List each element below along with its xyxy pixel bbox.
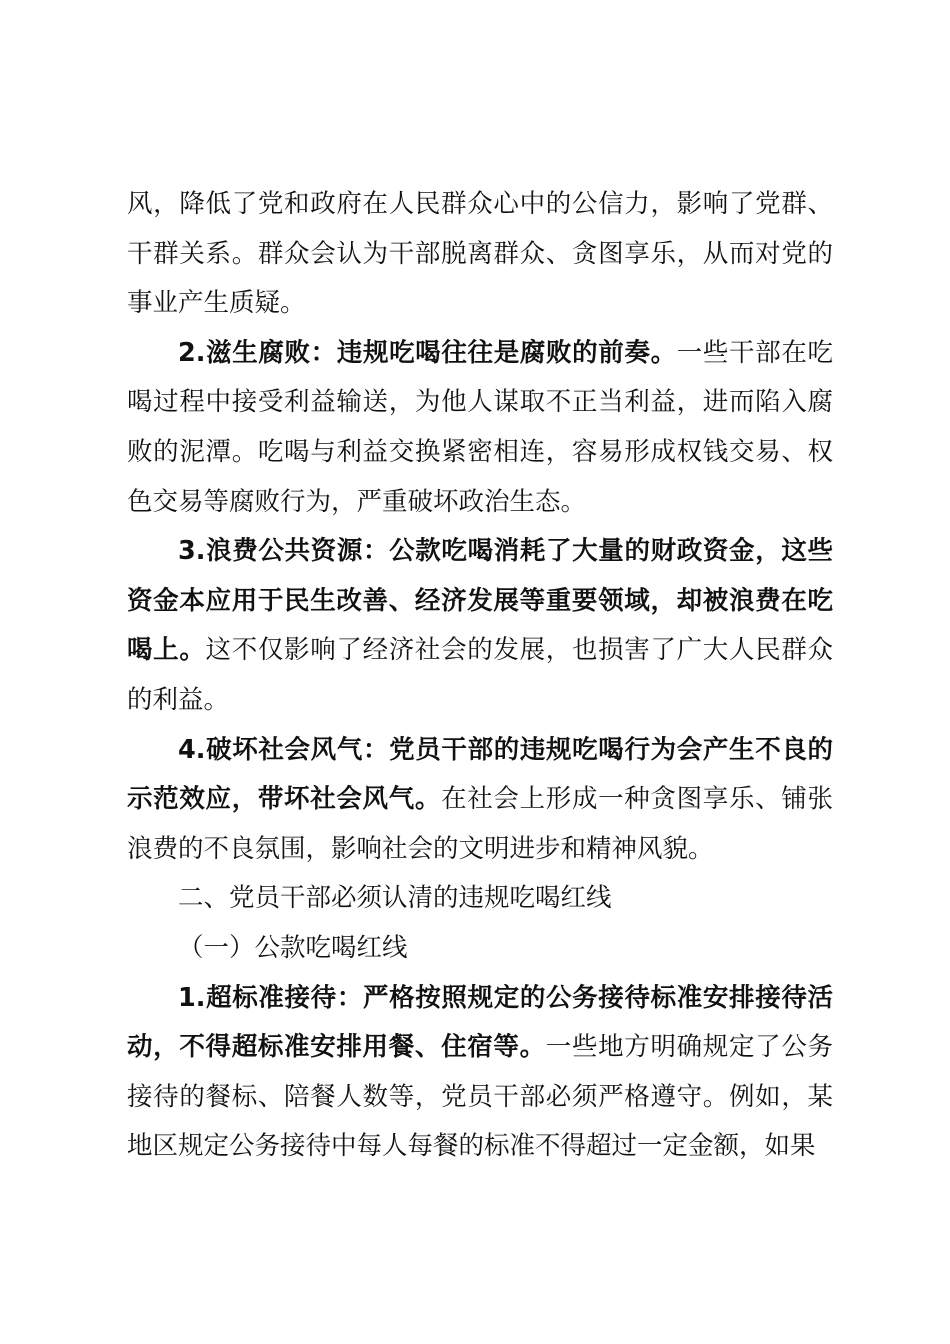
section-heading-text: 二、党员干部必须认清的违规吃喝红线 bbox=[178, 883, 612, 914]
paragraph-text: 在社会上形成一种贪图享乐、铺张浪费的不良氛围，影响社会的文明进步和精神风貌。 bbox=[127, 784, 833, 864]
paragraph-bold-lead: 3.浪费公共资源：公款吃喝消耗了大量的财政资金，这些资金本应用于民生改善、经济发展等重要领域，却被浪费在吃喝上。 bbox=[127, 536, 833, 666]
subsection-heading-text: （一）公款吃喝红线 bbox=[178, 932, 408, 963]
document-body bbox=[127, 180, 833, 1172]
paragraph-breed-corruption bbox=[127, 329, 833, 527]
paragraph-waste-resources bbox=[127, 527, 833, 725]
paragraph-over-standard bbox=[127, 974, 833, 1172]
paragraph-text: 这不仅影响了经济社会的发展，也损害了广大人民群众的利益。 bbox=[127, 635, 833, 715]
paragraph-bold-lead: 1.超标准接待：严格按照规定的公务接待标准安排接待活动，不得超标准安排用餐、住宿等。 bbox=[127, 982, 833, 1063]
paragraph-continuation bbox=[127, 180, 833, 329]
paragraph-bold-lead: 4.破坏社会风气：党员干部的违规吃喝行为会产生不良的示范效应，带坏社会风气。 bbox=[127, 734, 833, 815]
paragraph-text: 一些干部在吃喝过程中接受利益输送，为他人谋取不正当利益，进而陷入腐败的泥潭。吃喝与利益交换紧密相连，容易形成权钱交易、权色交易等腐败行为，严重破坏政治生态。 bbox=[127, 337, 833, 517]
paragraph-bold-lead: 2.滋生腐败：违规吃喝往往是腐败的前奏。 bbox=[178, 337, 677, 368]
paragraph-text: 一些地方明确规定了公务接待的餐标、陪餐人数等，党员干部必须严格遵守。例如，某地区规定公务接待中每人每餐的标准不得超过一定金额，如果 bbox=[127, 1032, 833, 1162]
subsection-heading bbox=[127, 924, 833, 974]
paragraph-text: 风，降低了党和政府在人民群众心中的公信力，影响了党群、干群关系。群众会认为干部脱离群众、贪图享乐，从而对党的事业产生质疑。 bbox=[127, 189, 833, 319]
section-heading bbox=[127, 874, 833, 924]
paragraph-social-climate bbox=[127, 726, 833, 875]
